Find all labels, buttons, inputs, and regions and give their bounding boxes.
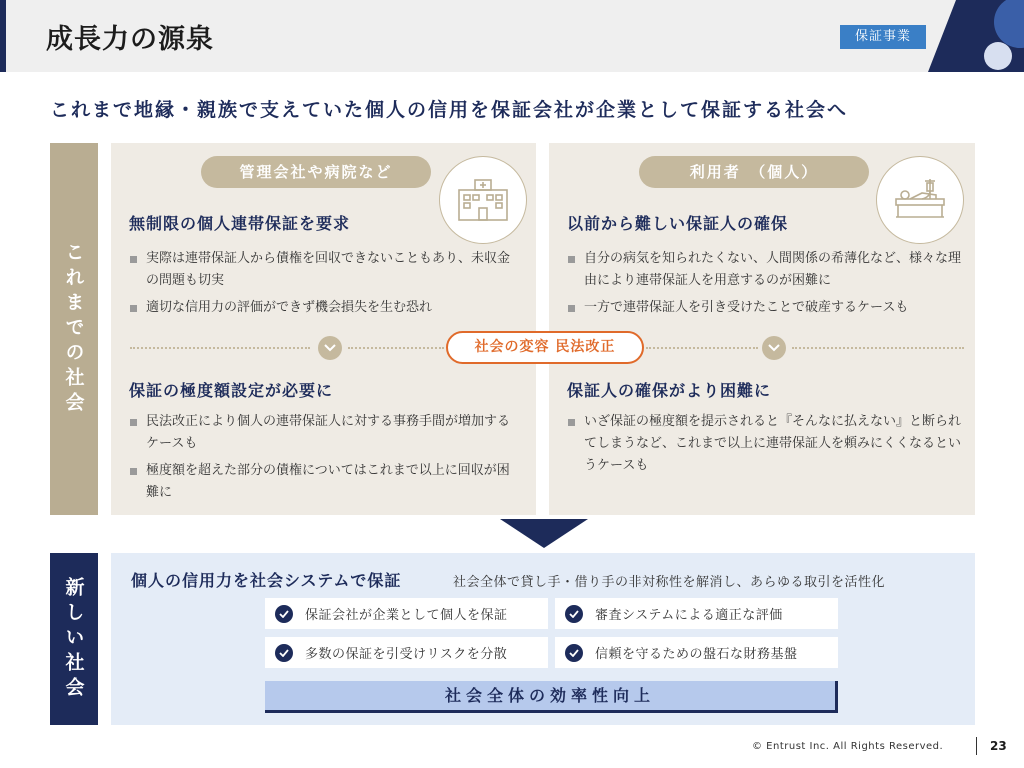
right-bullets-2 (567, 411, 967, 482)
old-society-label (50, 143, 98, 515)
list-item: 自分の病気を知られたくない、人間関係の希薄化など、様々な理由により連帯保証人を用意するのが困難に (567, 248, 967, 292)
list-item: 民法改正により個人の連帯保証人に対する事務手間が増加するケースも (129, 411, 519, 455)
dotted-divider (792, 347, 964, 349)
section-tag: 保証事業 (840, 25, 926, 49)
left-heading-1: 無制限の個人連帯保証を要求 (129, 214, 351, 233)
feature-item (265, 598, 548, 629)
corner-decoration-icon (928, 0, 1024, 72)
dotted-divider (348, 347, 444, 349)
feature-item (555, 637, 838, 668)
feature-text: 信頼を守るための盤石な財務基盤 (595, 647, 798, 662)
check-icon (275, 644, 293, 662)
hospital-building-icon (439, 156, 527, 244)
feature-item (555, 598, 838, 629)
right-heading-2: 保証人の確保がより困難に (567, 381, 772, 400)
social-change-badge: 社会の変容 民法改正 (446, 331, 644, 364)
old-society-label-text: これまでの社会 (62, 241, 85, 417)
footer-divider (976, 737, 977, 755)
old-society-right-panel (549, 143, 975, 515)
new-society-heading: 個人の信用力を社会システムで保証 (131, 571, 402, 590)
left-bullets-2 (129, 411, 519, 509)
page-title: 成長力の源泉 (46, 24, 214, 55)
new-society-label-text: 新しい社会 (62, 576, 85, 702)
list-item: 極度額を超えた部分の債権についてはこれまで以上に回収が困難に (129, 460, 519, 504)
dotted-divider (646, 347, 758, 349)
page-number: 23 (990, 739, 1007, 753)
feature-text: 多数の保証を引受けリスクを分散 (305, 647, 508, 662)
slide-subtitle: これまで地縁・親族で支えていた個人の信用を保証会社が企業として保証する社会へ (50, 99, 849, 121)
old-society-left-panel (111, 143, 536, 515)
down-arrow-icon (500, 519, 588, 548)
check-icon (565, 605, 583, 623)
list-item: 適切な信用力の評価ができず機会損失を生む恐れ (129, 297, 519, 319)
chevron-down-icon (762, 336, 786, 360)
hospital-bed-icon (876, 156, 964, 244)
result-bar: 社会全体の効率性向上 (265, 681, 838, 713)
list-item: いざ保証の極度額を提示されると『そんなに払えない』と断られてしまうなど、これまで以上に連帯保証人を頼みにくくなるというケースも (567, 411, 967, 477)
left-bullets-1 (129, 248, 519, 324)
check-icon (275, 605, 293, 623)
right-heading-1: 以前から難しい保証人の確保 (567, 214, 789, 233)
copyright-text: © Entrust Inc. All Rights Reserved. (752, 741, 944, 752)
right-bullets-1 (567, 248, 967, 324)
header-accent-bar (0, 0, 6, 72)
left-panel-pill: 管理会社や病院など (201, 156, 431, 188)
check-icon (565, 644, 583, 662)
list-item: 実際は連帯保証人から債権を回収できないことも​あり、未収金の問題も切実 (129, 248, 519, 292)
right-panel-pill: 利用者 （個人） (639, 156, 869, 188)
feature-item (265, 637, 548, 668)
new-society-description: 社会全体で貸し手・借り手の非対称性を解消し、あらゆる取引を活性化 (453, 575, 886, 590)
feature-text: 保証会社が企業として個人を保証 (305, 608, 508, 623)
chevron-down-icon (318, 336, 342, 360)
slide-header (0, 0, 1024, 72)
list-item: 一方で連帯保証人を引き受けたことで破産するケースも (567, 297, 967, 319)
new-society-panel (111, 553, 975, 725)
feature-text: 審査システムによる適正な評価 (595, 608, 783, 623)
left-heading-2: 保証の極度額設定が必要に (129, 381, 334, 400)
dotted-divider (130, 347, 310, 349)
new-society-label (50, 553, 98, 725)
